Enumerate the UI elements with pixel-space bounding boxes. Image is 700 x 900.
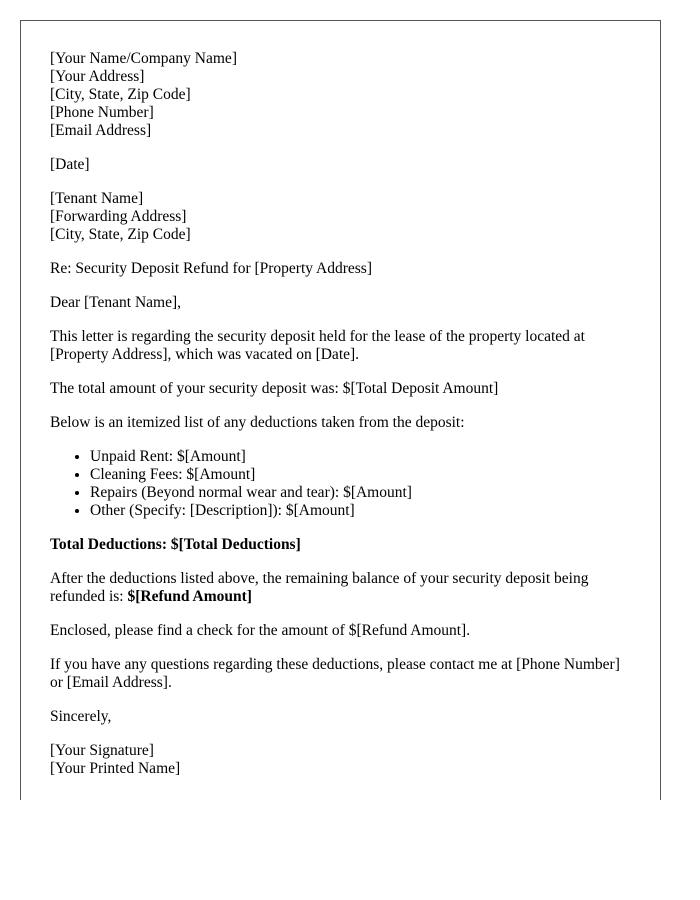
total-deposit-paragraph: The total amount of your security deposit was: $[Total Deposit Amount] <box>50 380 499 397</box>
sender-address: [Your Address] <box>50 68 145 85</box>
enclosed-paragraph: Enclosed, please find a check for the amount of $[Refund Amount]. <box>50 622 471 639</box>
list-item: • Unpaid Rent: $[Amount] <box>90 448 630 466</box>
sender-block <box>50 50 630 140</box>
salutation: Dear [Tenant Name], <box>50 294 182 311</box>
deductions-list <box>50 448 630 520</box>
signature-block <box>50 742 630 778</box>
sender-email: [Email Address] <box>50 122 152 139</box>
list-item: • Other (Specify: [Description]): $[Amount] <box>90 502 630 520</box>
total-deductions: Total Deductions: $[Total Deductions] <box>50 536 301 553</box>
list-item: • Cleaning Fees: $[Amount] <box>90 466 630 484</box>
deductions-intro-paragraph: Below is an itemized list of any deductions taken from the deposit: <box>50 414 465 431</box>
recipient-name: [Tenant Name] <box>50 190 144 207</box>
list-item: • Repairs (Beyond normal wear and tear): $[Amount] <box>90 484 630 502</box>
letter-content <box>50 50 630 794</box>
printed-name: [Your Printed Name] <box>50 760 181 777</box>
letter-date: [Date] <box>50 156 90 173</box>
closing: Sincerely, <box>50 708 112 725</box>
sender-name: [Your Name/Company Name] <box>50 50 237 67</box>
recipient-city: [City, State, Zip Code] <box>50 226 191 243</box>
recipient-address: [Forwarding Address] <box>50 208 187 225</box>
refund-text: After the deductions listed above, the remaining balance of your security deposit being refunded is: <box>50 570 589 605</box>
signature: [Your Signature] <box>50 742 154 759</box>
refund-paragraph <box>50 570 630 606</box>
intro-paragraph: This letter is regarding the security deposit held for the lease of the property located at [Property Address], which was vacated on [Date]. <box>50 328 585 363</box>
sender-city: [City, State, Zip Code] <box>50 86 191 103</box>
questions-paragraph: If you have any questions regarding these deductions, please contact me at [Phone Number] or [Email Address]. <box>50 656 620 691</box>
refund-amount: $[Refund Amount] <box>127 588 252 605</box>
letter-page <box>20 20 661 800</box>
sender-phone: [Phone Number] <box>50 104 154 121</box>
recipient-block <box>50 190 630 244</box>
subject-line: Re: Security Deposit Refund for [Property Address] <box>50 260 372 277</box>
date-block <box>50 156 630 174</box>
